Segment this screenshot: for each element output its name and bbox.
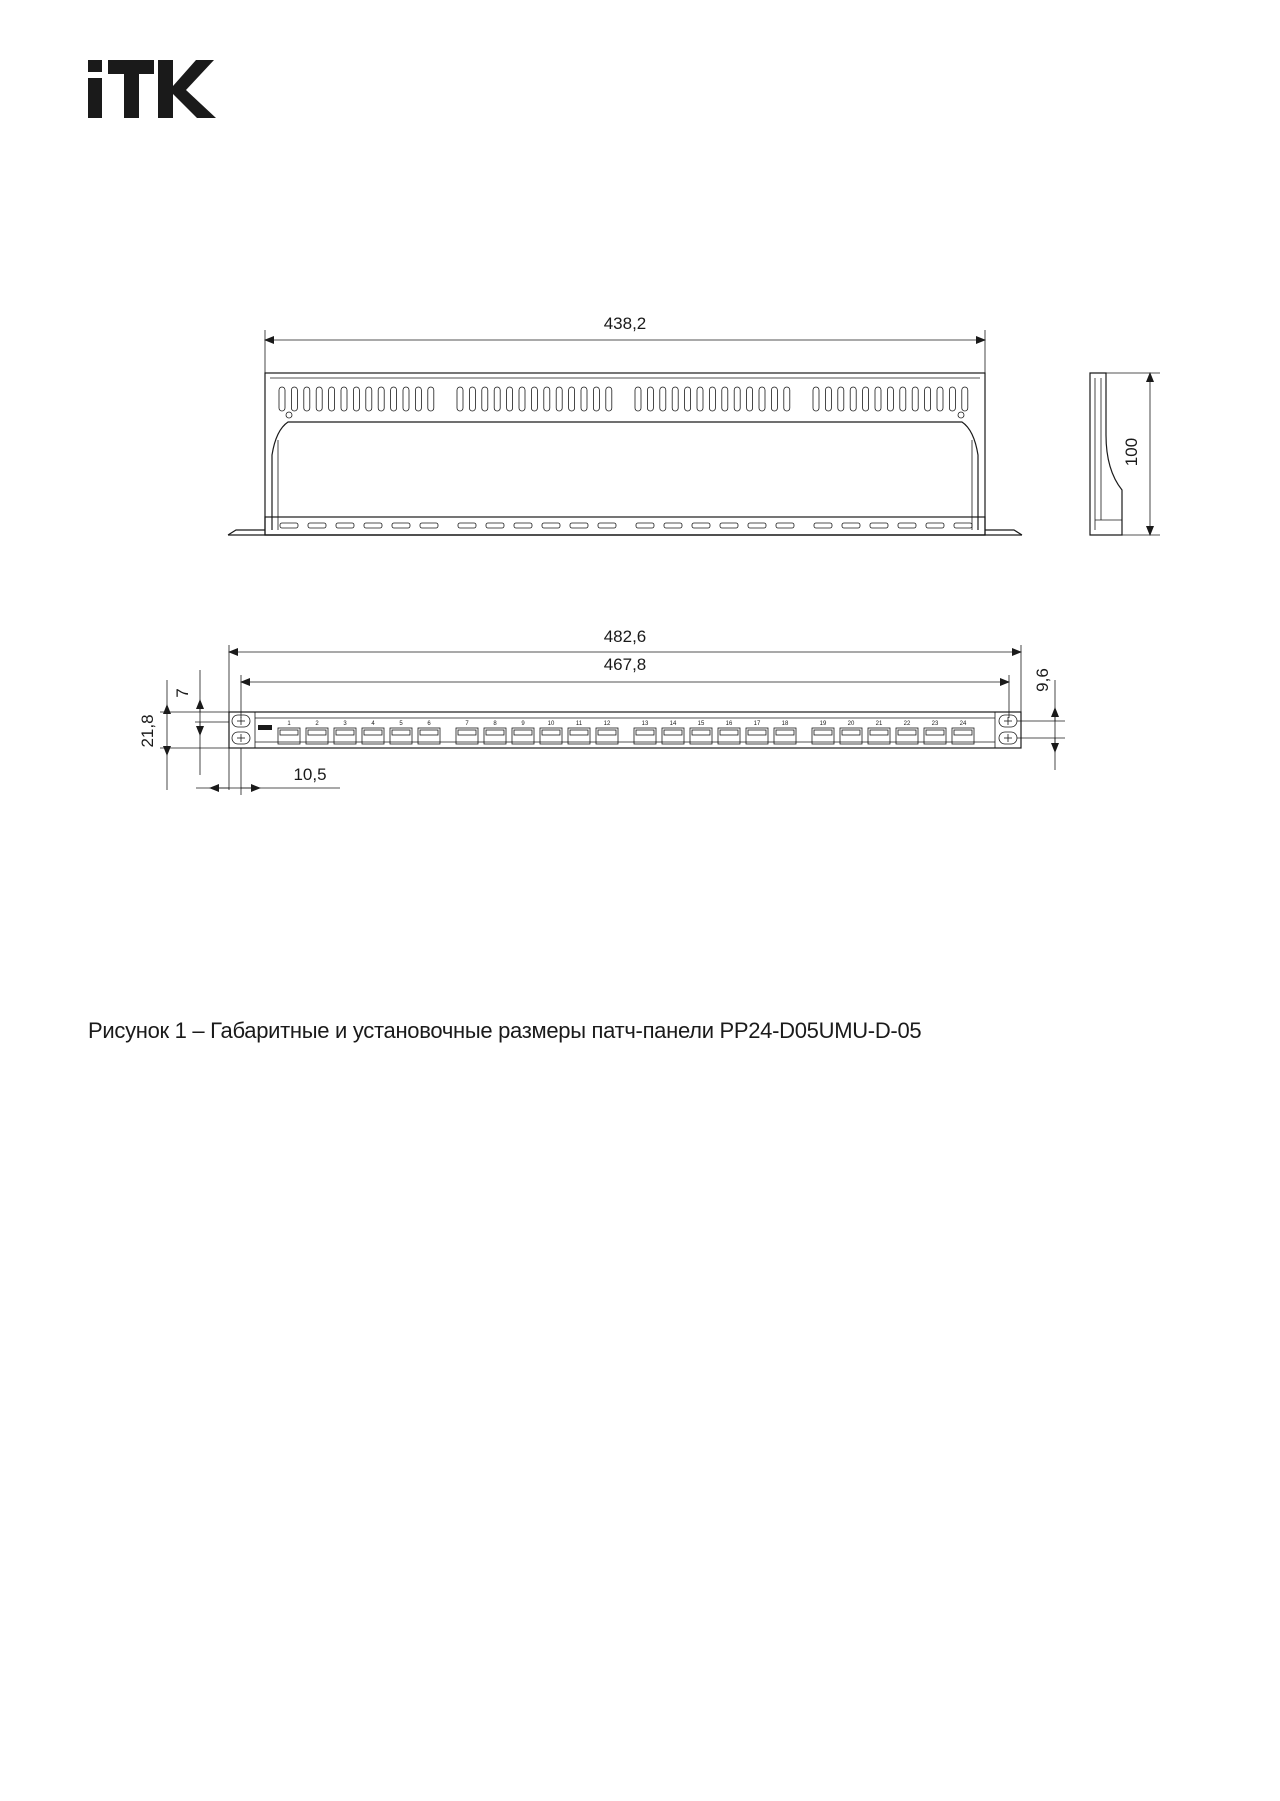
rail-slot [748, 523, 766, 528]
figure-caption: Рисунок 1 – Габаритные и установочные размеры патч-панели PP24-D05UMU-D-05 [88, 1018, 922, 1043]
vent-slot [457, 387, 463, 411]
port-number: 2 [315, 721, 319, 727]
port-latch [954, 730, 972, 735]
vent-slot [428, 387, 434, 411]
vent-slot [925, 387, 931, 411]
rail-slot [570, 523, 588, 528]
vent-slot [784, 387, 790, 411]
vent-slot [660, 387, 666, 411]
rail-slot [542, 523, 560, 528]
port-number: 24 [959, 721, 967, 727]
vent-slot [531, 387, 537, 411]
rail-slot [486, 523, 504, 528]
left-offset-label: 7 [173, 688, 192, 698]
ventilation-slots [279, 387, 968, 411]
port-number: 15 [697, 721, 705, 727]
vent-slot [647, 387, 653, 411]
rail-slot [364, 523, 382, 528]
side-view [1090, 373, 1160, 535]
port-number: 18 [781, 721, 789, 727]
vent-slot [353, 387, 359, 411]
port-latch [308, 730, 326, 735]
vent-slot [304, 387, 310, 411]
rail-slot [308, 523, 326, 528]
vent-slot [734, 387, 740, 411]
rail-slot [636, 523, 654, 528]
vent-slot [912, 387, 918, 411]
rail-slot [420, 523, 438, 528]
vent-slot [544, 387, 550, 411]
vent-slot [482, 387, 488, 411]
port-latch [598, 730, 616, 735]
port-latch [486, 730, 504, 735]
vent-slot [962, 387, 968, 411]
vent-slot [507, 387, 513, 411]
port-number: 14 [669, 721, 677, 727]
rail-slot [392, 523, 410, 528]
port-number: 22 [903, 721, 911, 727]
port-latch [514, 730, 532, 735]
rail-slot [898, 523, 916, 528]
port-number: 6 [427, 721, 431, 727]
port-latch [898, 730, 916, 735]
top-width-label: 438,2 [603, 314, 647, 333]
vent-slot [279, 387, 285, 411]
port-latch [570, 730, 588, 735]
port-latch [364, 730, 382, 735]
left-height-label: 21,8 [138, 714, 157, 748]
vent-slot [759, 387, 765, 411]
rail-slot [720, 523, 738, 528]
port-number: 16 [725, 721, 733, 727]
rail-slot [776, 523, 794, 528]
port-latch [420, 730, 438, 735]
side-height-label: 100 [1122, 437, 1141, 467]
rail-slot [842, 523, 860, 528]
vent-slot [747, 387, 753, 411]
vent-slot [494, 387, 500, 411]
vent-slot [556, 387, 562, 411]
port-latch [720, 730, 738, 735]
port-number: 12 [603, 721, 611, 727]
vent-slot [593, 387, 599, 411]
vent-slot [771, 387, 777, 411]
port-latch [842, 730, 860, 735]
port-number: 4 [371, 721, 375, 727]
vent-slot [519, 387, 525, 411]
vent-slot [709, 387, 715, 411]
port-latch [926, 730, 944, 735]
mount-spacing-label: 467,8 [603, 655, 647, 674]
vent-slot [672, 387, 678, 411]
vent-slot [813, 387, 819, 411]
vent-slot [606, 387, 612, 411]
vent-slot [403, 387, 409, 411]
port-latch [664, 730, 682, 735]
right-hole-label: 9,6 [1033, 668, 1052, 692]
rail-slot [814, 523, 832, 528]
port-number: 10 [547, 721, 555, 727]
rail-slot [870, 523, 888, 528]
port-number: 5 [399, 721, 403, 727]
port-number: 8 [493, 721, 497, 727]
vent-slot [329, 387, 335, 411]
port-number: 17 [753, 721, 761, 727]
port-number: 21 [875, 721, 883, 727]
vent-slot [900, 387, 906, 411]
port-number: 7 [465, 721, 469, 727]
vent-slot [863, 387, 869, 411]
vent-slot [469, 387, 475, 411]
rail-slot [954, 523, 972, 528]
vent-slot [850, 387, 856, 411]
vent-slot [569, 387, 575, 411]
rail-slot [280, 523, 298, 528]
rail-slot [514, 523, 532, 528]
vent-slot [825, 387, 831, 411]
vent-slot [581, 387, 587, 411]
vent-slot [341, 387, 347, 411]
port-row [278, 721, 974, 744]
port-latch [692, 730, 710, 735]
port-number: 11 [575, 721, 583, 727]
vent-slot [378, 387, 384, 411]
port-number: 9 [521, 721, 525, 727]
bottom-offset-label: 10,5 [293, 765, 327, 784]
port-number: 19 [819, 721, 827, 727]
front-view [138, 627, 1065, 795]
vent-slot [316, 387, 322, 411]
vent-slot [937, 387, 943, 411]
rail-slot [664, 523, 682, 528]
rail-slot [458, 523, 476, 528]
vent-slot [697, 387, 703, 411]
port-latch [870, 730, 888, 735]
port-latch [336, 730, 354, 735]
vent-slot [635, 387, 641, 411]
port-number: 3 [343, 721, 347, 727]
vent-slot [949, 387, 955, 411]
overall-width-label: 482,6 [603, 627, 647, 646]
port-latch [458, 730, 476, 735]
port-number: 23 [931, 721, 939, 727]
vent-slot [875, 387, 881, 411]
port-latch [748, 730, 766, 735]
vent-slot [887, 387, 893, 411]
vent-slot [415, 387, 421, 411]
port-latch [392, 730, 410, 735]
vent-slot [838, 387, 844, 411]
rail-slot [598, 523, 616, 528]
port-latch [776, 730, 794, 735]
rail-slot [926, 523, 944, 528]
port-latch [280, 730, 298, 735]
vent-slot [366, 387, 372, 411]
port-number: 1 [287, 721, 291, 727]
rail-slots [280, 523, 972, 528]
vent-slot [391, 387, 397, 411]
port-latch [542, 730, 560, 735]
port-number: 20 [847, 721, 855, 727]
rail-slot [692, 523, 710, 528]
top-view [228, 314, 1022, 535]
port-latch [814, 730, 832, 735]
rail-slot [336, 523, 354, 528]
port-latch [636, 730, 654, 735]
vent-slot [685, 387, 691, 411]
vent-slot [722, 387, 728, 411]
vent-slot [291, 387, 297, 411]
port-number: 13 [641, 721, 649, 727]
